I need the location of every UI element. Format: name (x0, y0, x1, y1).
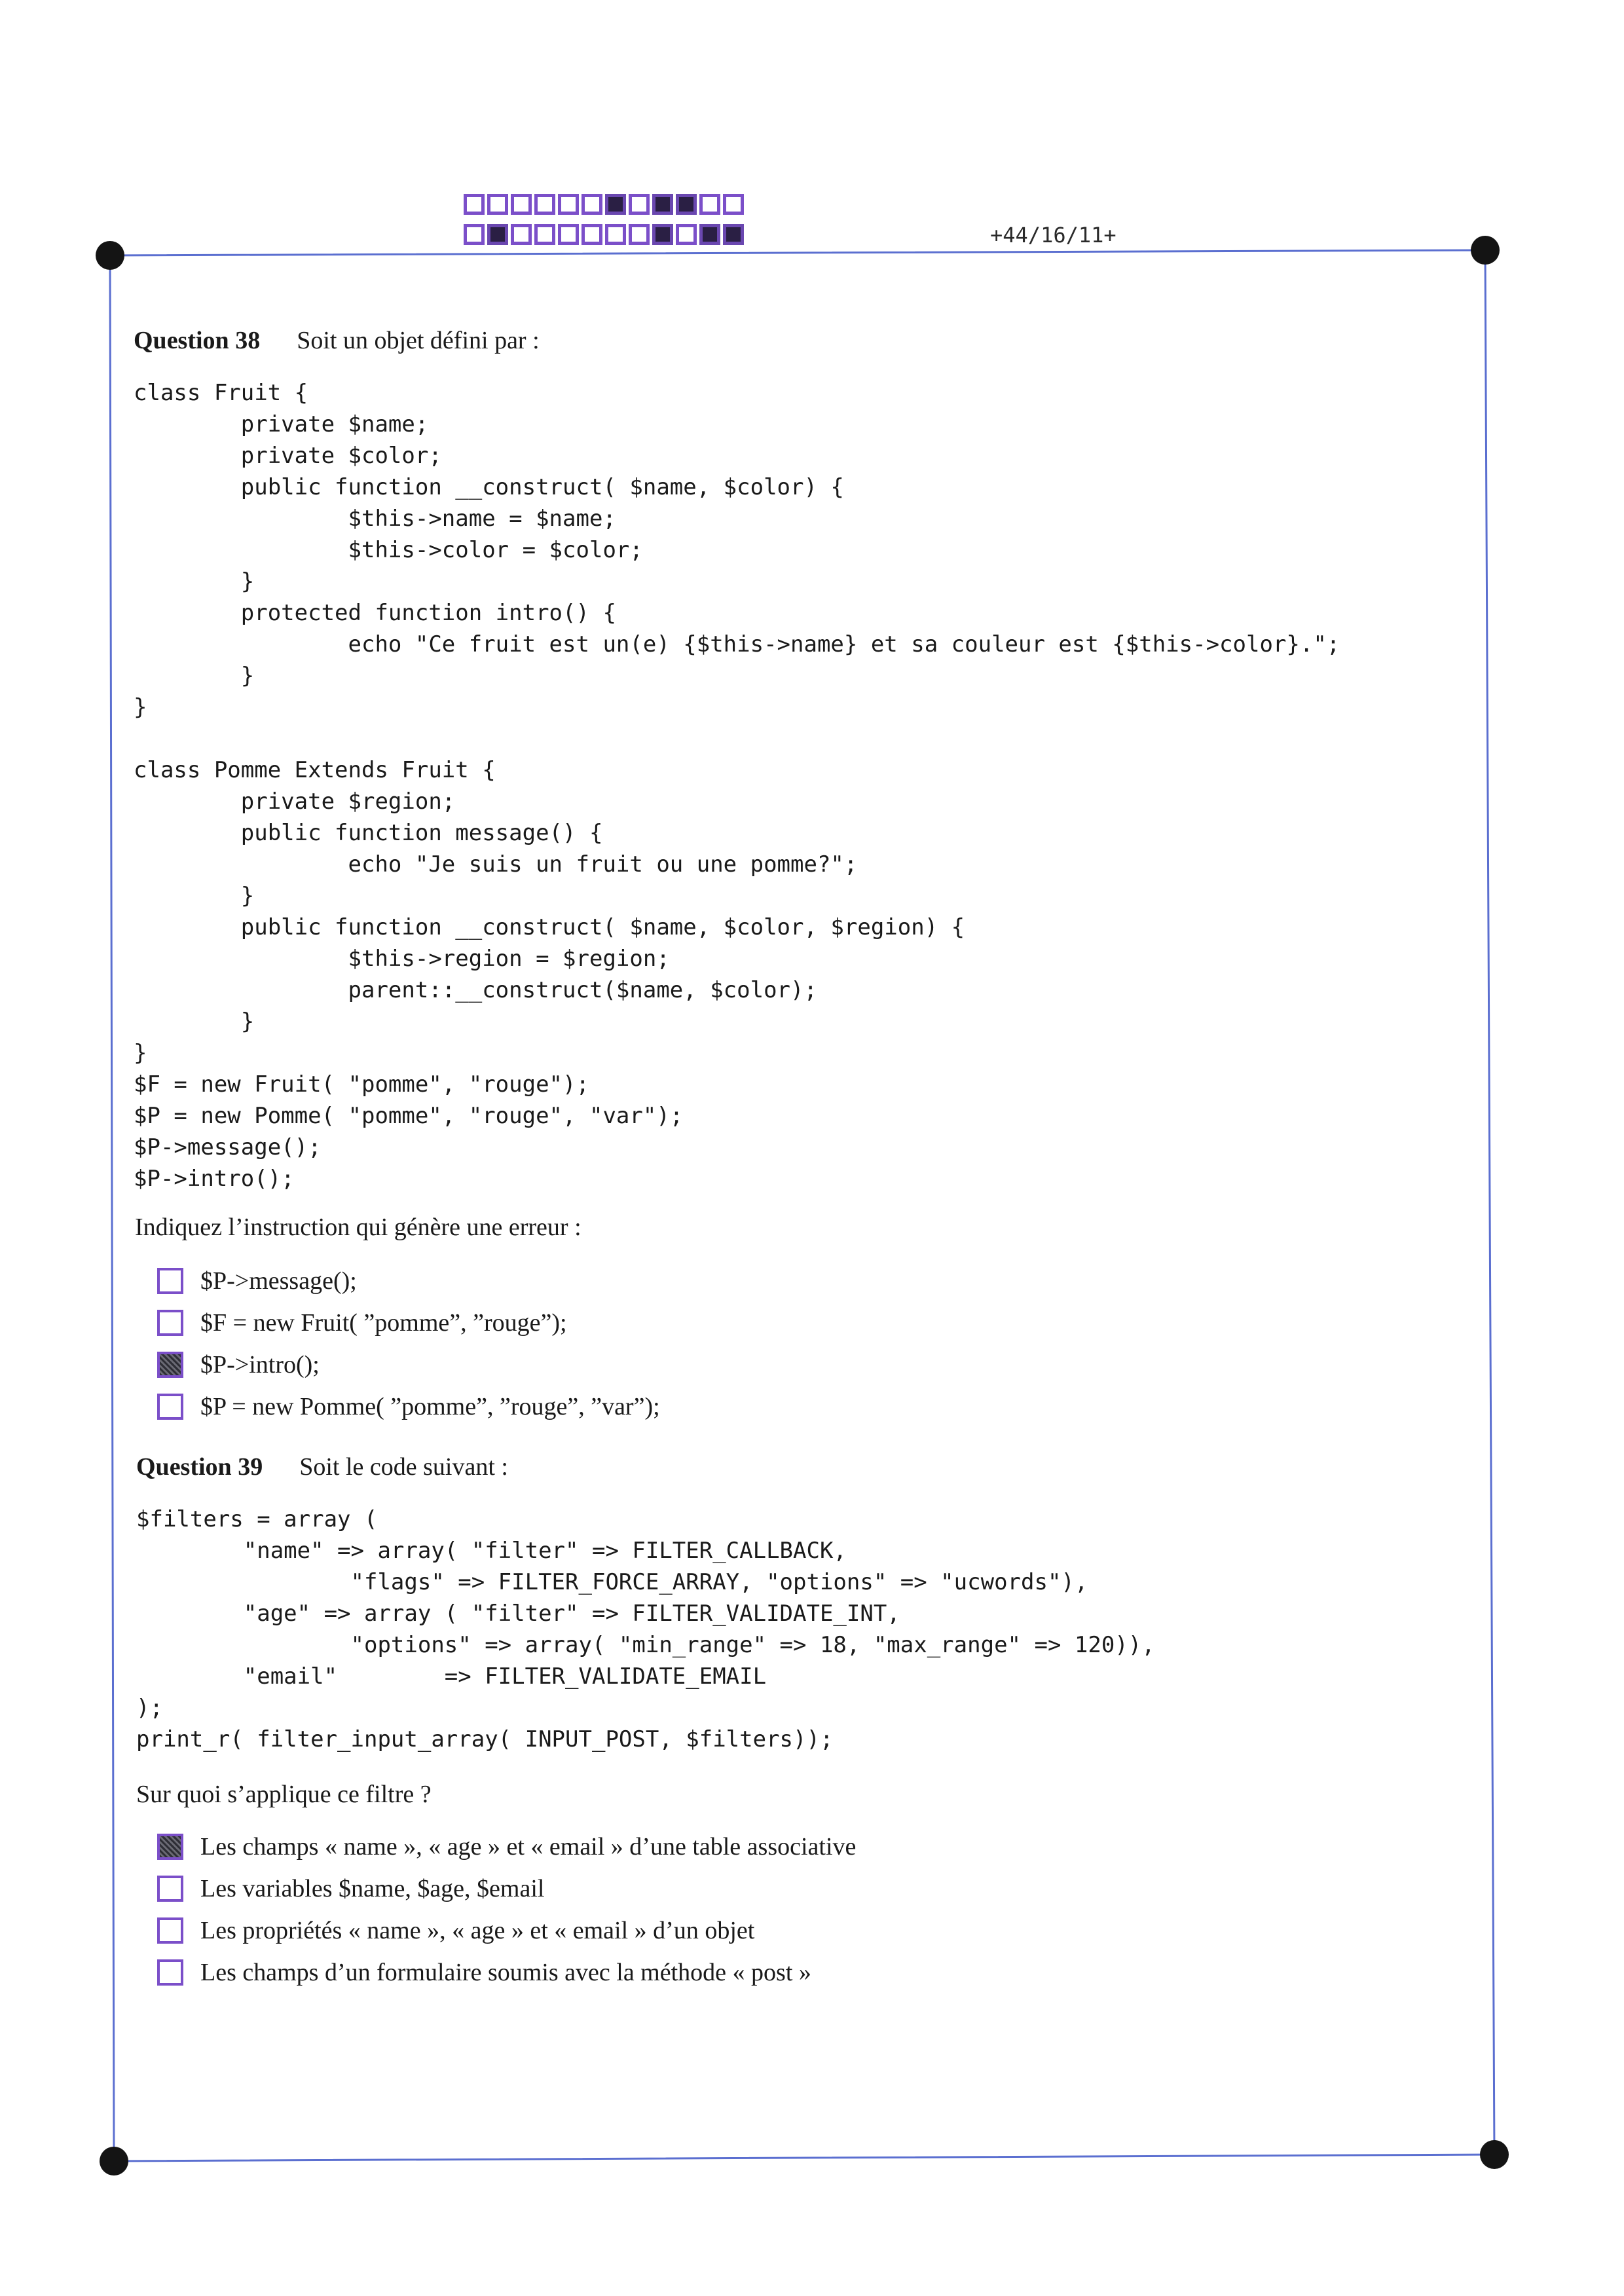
answer-option[interactable] (157, 1386, 660, 1428)
answer-label: Les champs « name », « age » et « email » d’une table associative (200, 1833, 857, 1861)
page-code-cell (487, 194, 508, 215)
answer-option[interactable] (157, 1302, 660, 1344)
page-code-row-2 (464, 224, 744, 245)
page-code-cell (699, 224, 720, 245)
question-39-code: $filters = array ( "name" => array( "filter" => FILTER_CALLBACK, "flags" => FILTER_FORCE_ARRAY, "options" => "ucwords"), "age" => array ( "filter" => FILTER_VALIDATE_INT, "options" => array( "min_range" => 18, "max_range" => 120)), "email" => FILTER_VALIDATE_EMAIL ); print_r( filter_input_array( INPUT_POST, $filters)); (136, 1506, 1155, 1752)
page-code-cell (652, 224, 673, 245)
answer-label: Les champs d’un formulaire soumis avec la méthode « post » (200, 1959, 811, 1986)
answer-option[interactable] (157, 1260, 660, 1302)
answer-checkbox[interactable] (157, 1394, 183, 1420)
page-code-cell (511, 194, 532, 215)
answer-option[interactable] (157, 1868, 856, 1910)
page-code-cell (581, 224, 602, 245)
corner-marker-top-left (96, 241, 124, 270)
page-code-cell (534, 194, 555, 215)
page-code-cell (581, 194, 602, 215)
page-code-cell (464, 224, 485, 245)
corner-marker-top-right (1471, 236, 1500, 265)
answer-checkbox[interactable] (157, 1310, 183, 1336)
page-code-cell (558, 194, 579, 215)
page-code-cell (629, 224, 650, 245)
question-38-header (134, 326, 540, 355)
answer-checkbox[interactable] (157, 1876, 183, 1902)
answer-checkbox[interactable] (157, 1352, 183, 1378)
question-39-header (136, 1453, 508, 1481)
answer-checkbox[interactable] (157, 1959, 183, 1986)
answer-label: Les variables $name, $age, $email (200, 1875, 545, 1902)
answer-label: $P->intro(); (200, 1351, 320, 1379)
page-code-cell (464, 194, 485, 215)
page-id: +44/16/11+ (990, 223, 1116, 248)
question-title: Soit le code suivant : (299, 1453, 508, 1481)
question-number: Question 38 (134, 327, 261, 354)
answer-label: $P = new Pomme( ”pomme”, ”rouge”, ”var”); (200, 1393, 660, 1420)
page-code-cell (676, 194, 697, 215)
page-code-cell (676, 224, 697, 245)
page-code-cell (629, 194, 650, 215)
answer-checkbox[interactable] (157, 1834, 183, 1860)
page-code-cell (605, 194, 626, 215)
question-38-answers (157, 1260, 660, 1428)
corner-marker-bottom-right (1480, 2140, 1509, 2169)
page-code-cell (723, 194, 744, 215)
answer-checkbox[interactable] (157, 1917, 183, 1944)
page-code-cell (511, 224, 532, 245)
page-code-row-1 (464, 194, 744, 215)
question-38-prompt: Indiquez l’instruction qui génère une erreur : (135, 1213, 581, 1241)
page-code-cell (605, 224, 626, 245)
question-38-code: class Fruit { private $name; private $color; public function __construct( $name, $color) { $this->name = $name; $this->color = $color; } protected function intro() { echo "Ce fruit est un(e) {$this->name} et sa couleur est {$this->color}."; } } class Pomme Extends Fruit { private $region; public function message() { echo "Je suis un fruit ou une pomme?"; } public function __construct( $name, $color, $region) { $this->region = $region; parent::__construct($name, $color); } } $F = new Fruit( "pomme", "rouge"); $P = new Pomme( "pomme", "rouge", "var"); $P->message(); $P->intro(); (134, 380, 1340, 1192)
question-39-prompt: Sur quoi s’applique ce filtre ? (136, 1781, 432, 1808)
answer-option[interactable] (157, 1910, 856, 1952)
page-code-cell (558, 224, 579, 245)
question-title: Soit un objet défini par : (297, 327, 540, 354)
page-code-cell (534, 224, 555, 245)
answer-label: Les propriétés « name », « age » et « email » d’un objet (200, 1917, 755, 1944)
answer-option[interactable] (157, 1344, 660, 1386)
question-number: Question 39 (136, 1453, 263, 1481)
question-39-answers (157, 1826, 856, 1993)
answer-label: $F = new Fruit( ”pomme”, ”rouge”); (200, 1309, 567, 1337)
page-code-cell (652, 194, 673, 215)
page-code-cell (699, 194, 720, 215)
answer-label: $P->message(); (200, 1267, 357, 1295)
answer-checkbox[interactable] (157, 1268, 183, 1294)
page-code-cell (723, 224, 744, 245)
answer-option[interactable] (157, 1826, 856, 1868)
corner-marker-bottom-left (100, 2147, 128, 2176)
page-code-cell (487, 224, 508, 245)
answer-option[interactable] (157, 1952, 856, 1993)
